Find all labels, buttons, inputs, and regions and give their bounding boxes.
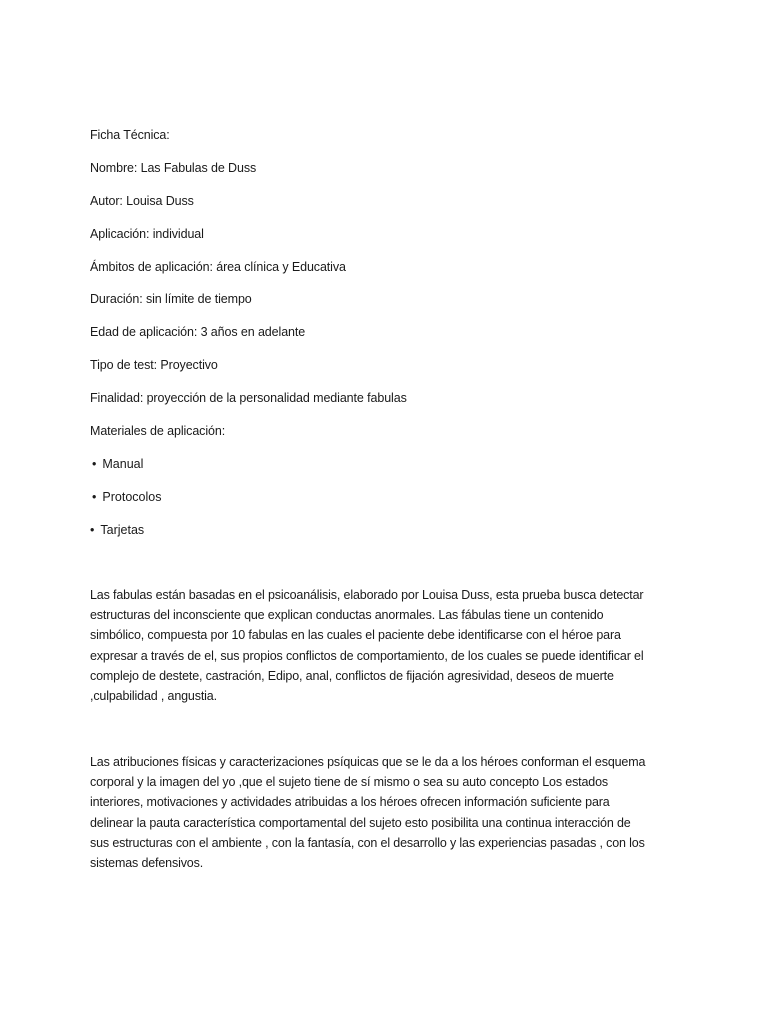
paragraph-psicoanalisis: [90, 585, 670, 706]
ficha-nombre: Nombre: Las Fabulas de Duss: [90, 161, 257, 175]
paragraph-line: sistemas defensivos.: [90, 856, 204, 871]
ficha-autor: Autor: Louisa Duss: [90, 194, 194, 208]
bullet-icon: •: [92, 457, 97, 471]
paragraph-line: Las atribuciones físicas y caracterizaciones psíquicas que se le da a los héroes conforman el esquema: [90, 755, 646, 769]
list-item: [92, 489, 161, 505]
ficha-aplicacion: Aplicación: individual: [90, 227, 204, 241]
paragraph-line: Las fabulas están basadas en el psicoanálisis, elaborado por Louisa Duss, esta prueba busca detectar: [90, 588, 644, 602]
ficha-finalidad: Finalidad: proyección de la personalidad mediante fabulas: [90, 391, 407, 405]
list-item: [92, 456, 143, 472]
paragraph-line: interiores, motivaciones y actividades atribuidas a los héroes ofrecen información suficiente para: [90, 795, 610, 810]
paragraph-line: sus estructuras con el ambiente , con la fantasía, con el desarrollo y las experiencias pasadas , con los: [90, 835, 645, 850]
ficha-heading: Ficha Técnica:: [90, 128, 170, 142]
ficha-duracion: Duración: sin límite de tiempo: [90, 292, 252, 306]
list-item-label: Protocolos: [102, 490, 162, 504]
list-item: [90, 522, 144, 538]
list-item-label: Manual: [102, 457, 144, 471]
ficha-tipo: Tipo de test: Proyectivo: [90, 358, 218, 372]
paragraph-line: delinear la pauta característica comportamental del sujeto esto posibilita una continua interacción de: [90, 815, 631, 830]
ficha-materiales: Materiales de aplicación:: [90, 424, 226, 438]
paragraph-line: estructuras del inconsciente que explican conductas anormales. Las fábulas tiene un contenido: [90, 608, 604, 623]
paragraph-line: ,culpabilidad , angustia.: [90, 689, 217, 704]
bullet-icon: •: [92, 490, 97, 504]
paragraph-line: simbólico, compuesta por 10 fabulas en las cuales el paciente debe identificarse con el héroe para: [90, 628, 621, 643]
paragraph-line: corporal y la imagen del yo ,que el sujeto tiene de sí mismo o sea su auto concepto Los estados: [90, 775, 609, 790]
paragraph-atribuciones: [90, 752, 670, 873]
paragraph-line: expresar a través de el, sus propios conflictos de comportamiento, de los cuales se puede identificar el: [90, 648, 644, 663]
paragraph-line: complejo de destete, castración, Edipo, anal, conflictos de fijación agresividad, deseos de muerte: [90, 668, 614, 683]
ficha-edad: Edad de aplicación: 3 años en adelante: [90, 325, 306, 339]
list-item-label: Tarjetas: [100, 523, 145, 537]
ficha-ambitos: Ámbitos de aplicación: área clínica y Educativa: [90, 260, 346, 274]
bullet-icon: •: [90, 523, 95, 537]
